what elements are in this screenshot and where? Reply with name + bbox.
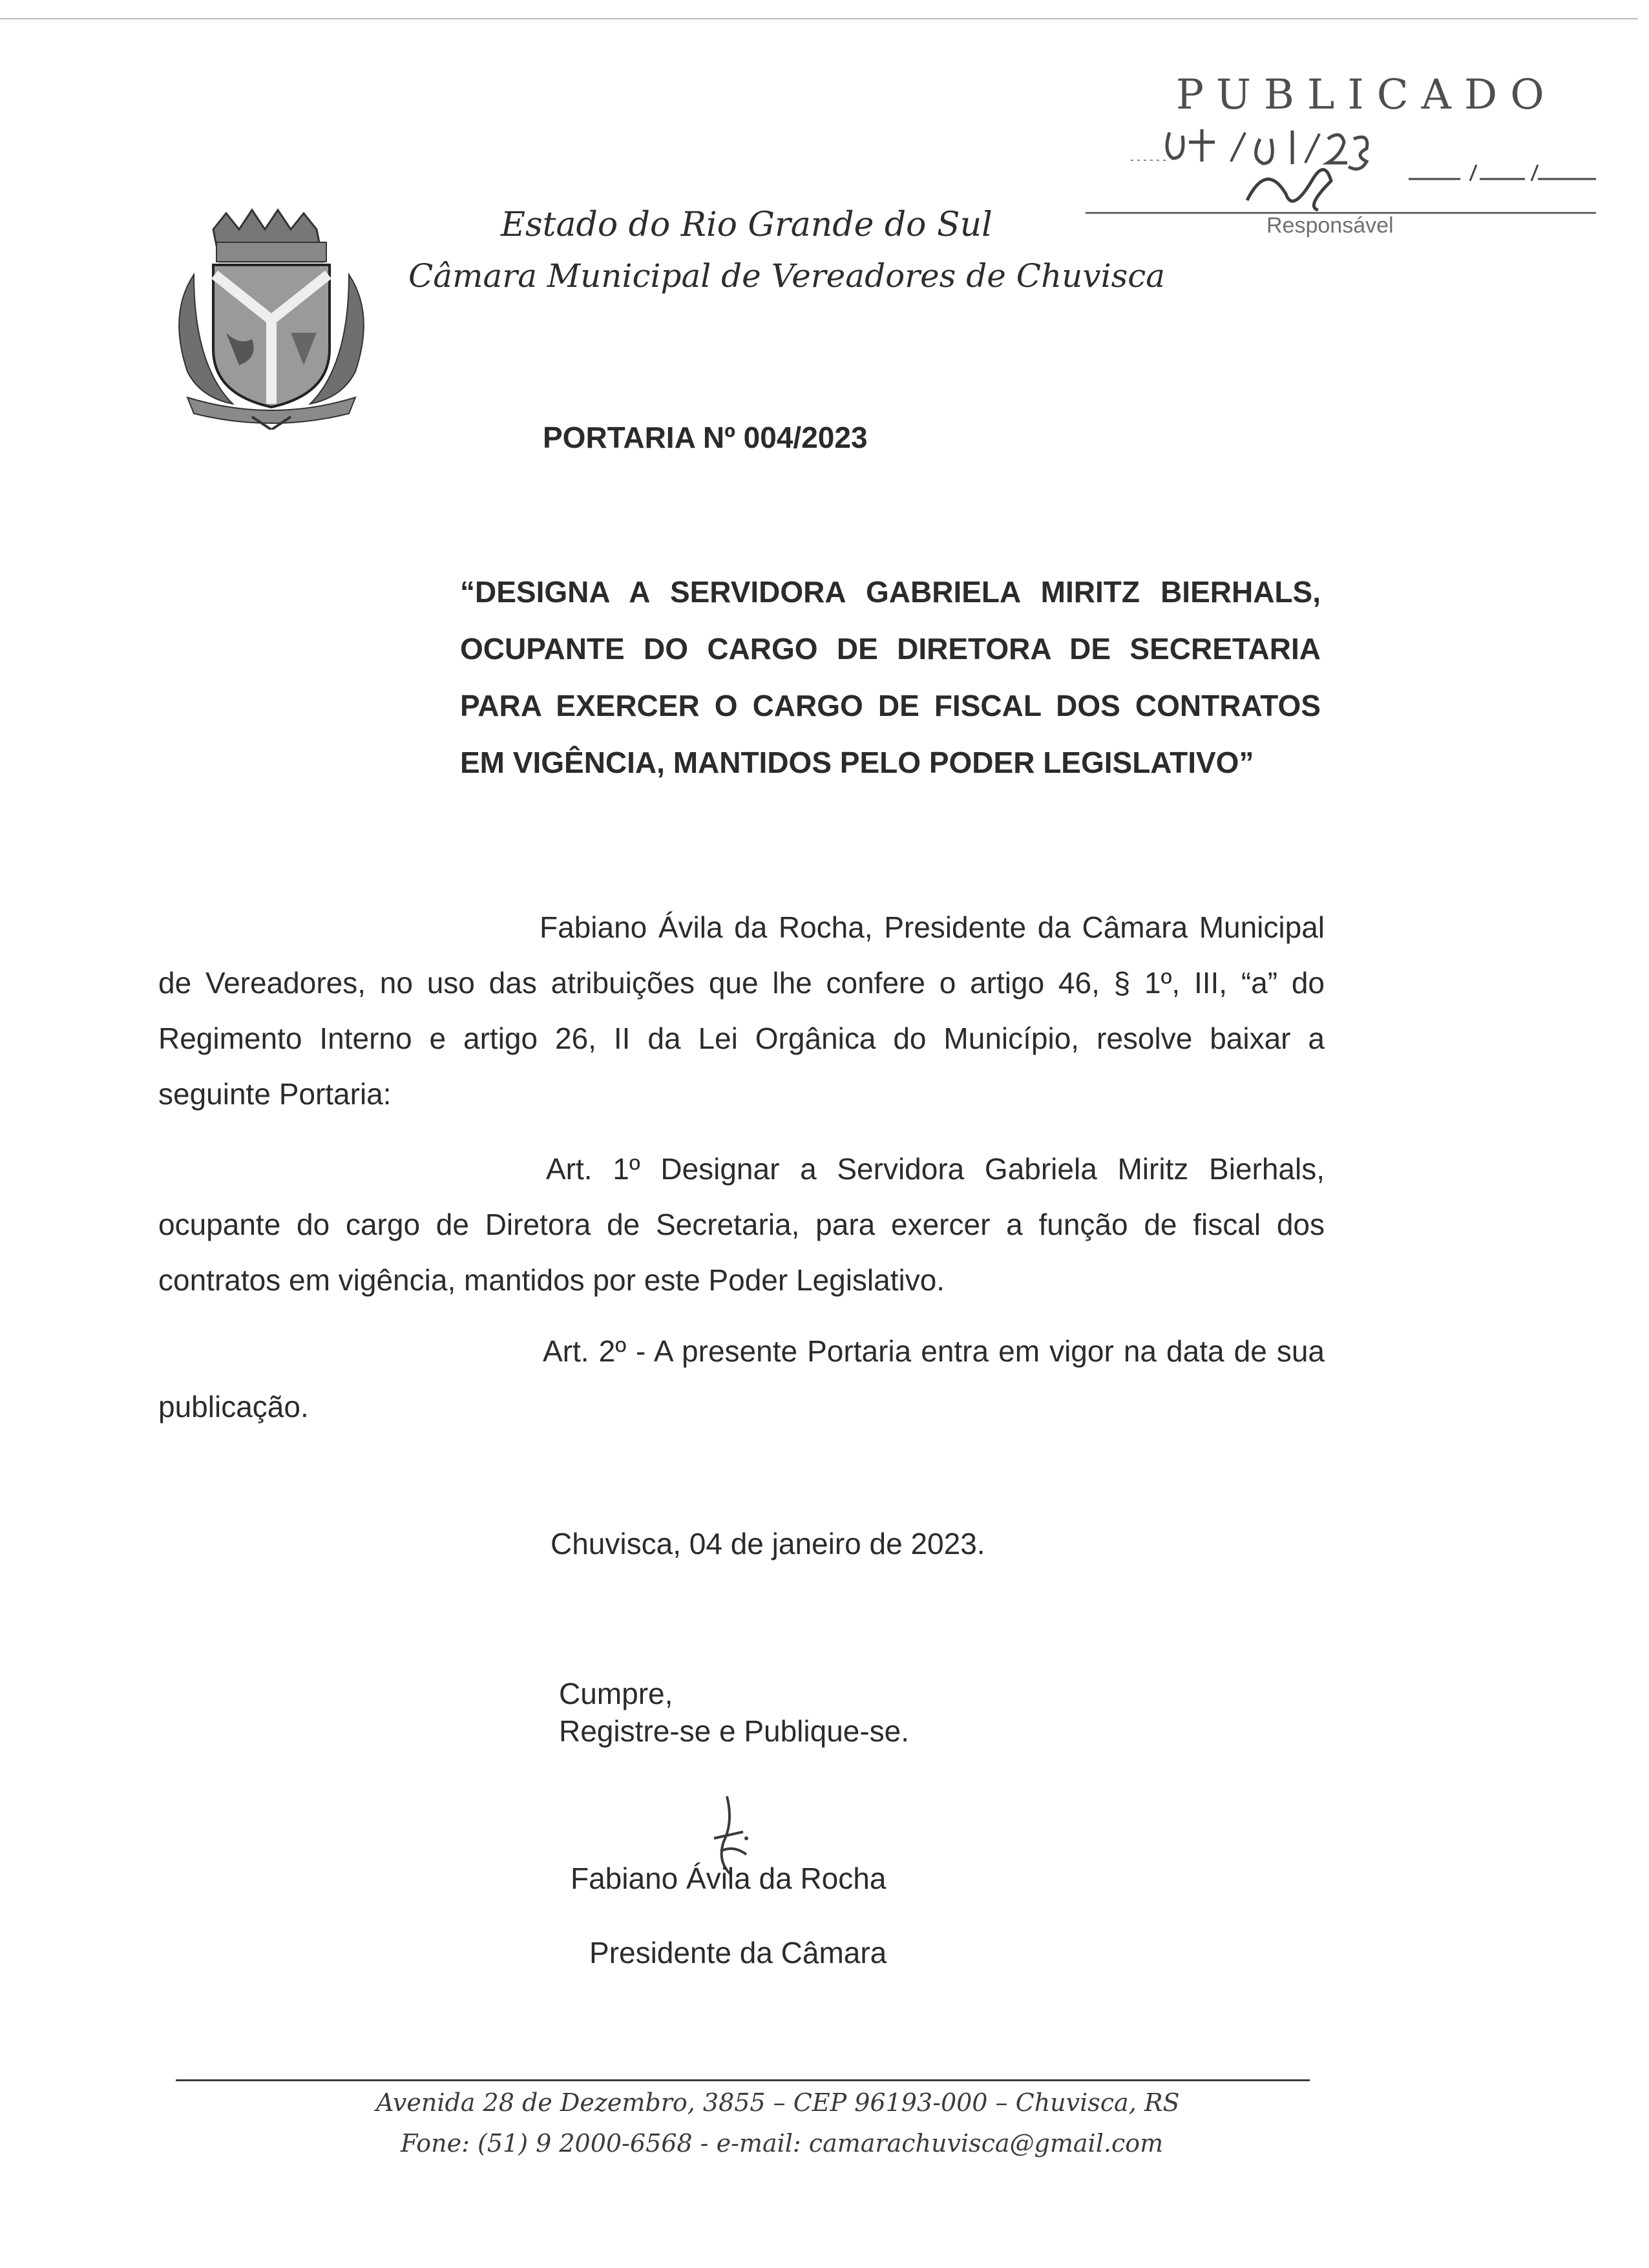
- signer-name: Fabiano Ávila da Rocha: [571, 1862, 887, 1895]
- header-chamber: Câmara Municipal de Vereadores de Chuvisca: [408, 257, 1166, 295]
- header-state: Estado do Rio Grande do Sul: [501, 205, 993, 244]
- stamp-blank-date: [1409, 158, 1596, 184]
- document-title: PORTARIA Nº 004/2023: [543, 421, 868, 454]
- municipal-crest: [155, 204, 388, 430]
- stamp-label: Responsável: [1266, 213, 1394, 238]
- scan-top-edge: [0, 18, 1638, 19]
- signer-role: Presidente da Câmara: [589, 1936, 887, 1969]
- footer-address: Avenida 28 de Dezembro, 3855 – CEP 96193-000 – Chuvisca, RS: [376, 2088, 1180, 2117]
- stamp-handwritten-date: [1098, 103, 1409, 220]
- footer-contact: Fone: (51) 9 2000-6568 - e-mail: camarachuvisca@gmail.com: [401, 2129, 1164, 2158]
- closing-formula: [559, 1675, 909, 1750]
- closing-line-2: Registre-se e Publique-se.: [559, 1714, 910, 1748]
- closing-line-1: Cumpre,: [559, 1677, 673, 1710]
- document-ementa: “DESIGNA A SERVIDORA GABRIELA MIRITZ BIERHALS, OCUPANTE DO CARGO DE DIRETORA DE SECRETARIA PARA EXERCER O CARGO DE FISCAL DOS CONTRATOS EM VIGÊNCIA, MANTIDOS PELO PODER LEGISLATIVO”: [460, 575, 1321, 779]
- article-1: Art. 1º Designar a Servidora Gabriela Miritz Bierhals, ocupante do cargo de Diretora de Secretaria, para exercer a função de fiscal dos contratos em vigência, mantidos por este Poder Legislativo.: [158, 1152, 1325, 1297]
- publication-stamp: [1086, 65, 1602, 258]
- preamble-paragraph: Fabiano Ávila da Rocha, Presidente da Câmara Municipal de Vereadores, no uso das atribuições que lhe confere o artigo 46, § 1º, III, “a” do Regimento Interno e artigo 26, II da Lei Orgânica do Município, resolve baixar a seguinte Portaria:: [158, 910, 1325, 1111]
- place-date: Chuvisca, 04 de janeiro de 2023.: [551, 1527, 985, 1560]
- article-2: Art. 2º - A presente Portaria entra em vigor na data de sua publicação.: [158, 1334, 1325, 1423]
- footer-rule: [176, 2079, 1310, 2081]
- stamp-title: PUBLICADO: [1176, 71, 1557, 119]
